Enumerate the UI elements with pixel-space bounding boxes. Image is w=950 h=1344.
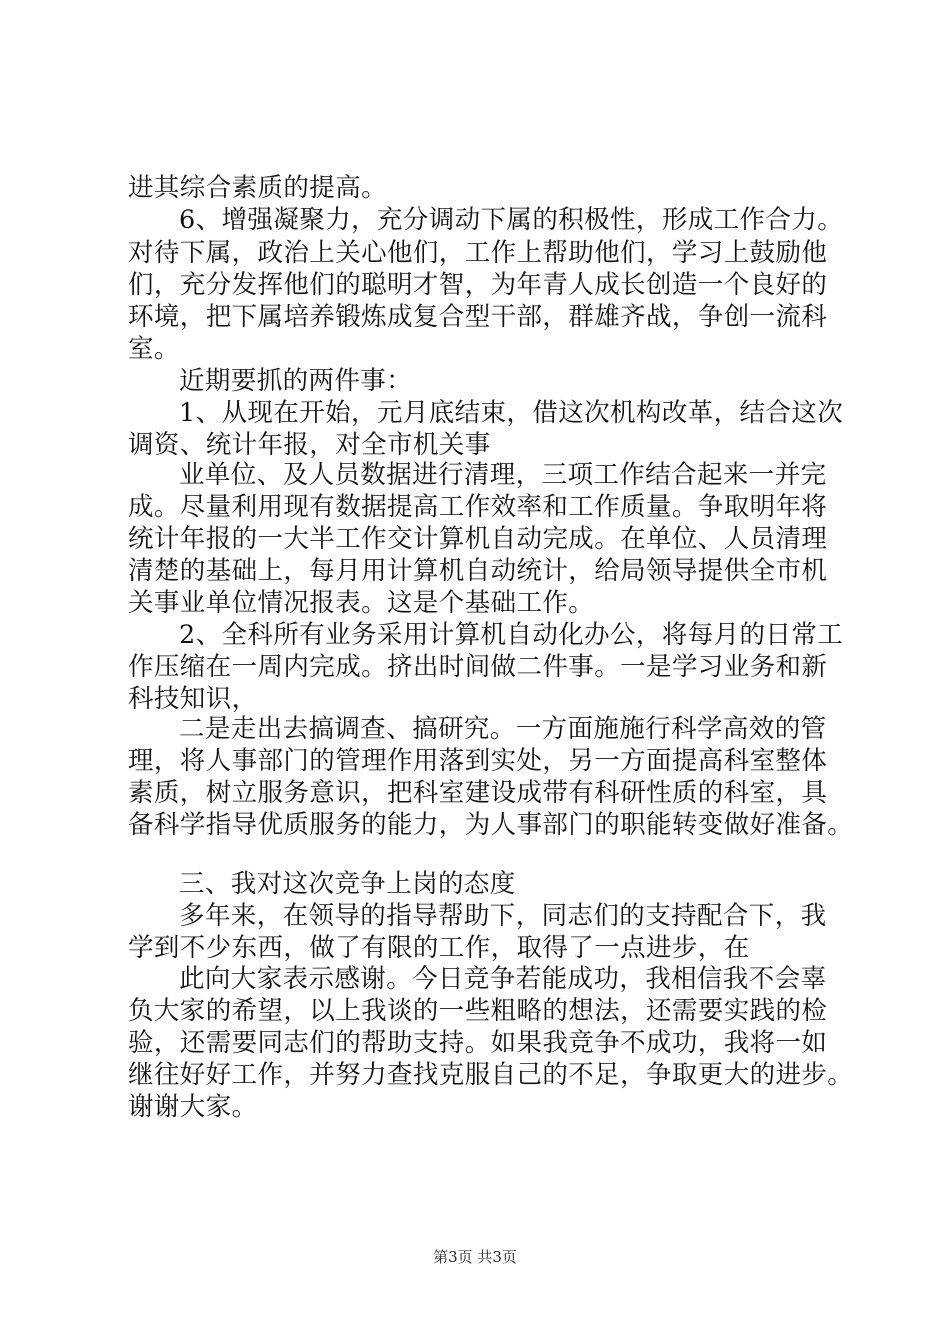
text-line: 业单位、及人员数据进行清理，三项工作结合起来一并完 xyxy=(179,460,827,490)
text-line: 成。尽量利用现有数据提高工作效率和工作质量。争取明年将 xyxy=(128,492,828,522)
text-line: 负大家的希望，以上我谈的一些粗略的想法，还需要实践的检 xyxy=(128,996,828,1026)
text-line: 备科学指导优质服务的能力，为人事部门的职能转变做好准备。 xyxy=(128,810,854,840)
text-line: 学到不少东西，做了有限的工作，取得了一点进步，在 xyxy=(128,933,750,963)
section-heading: 三、我对这次竞争上岗的态度 xyxy=(179,869,516,899)
text-line: 验，还需要同志们的帮助支持。如果我竞争不成功，我将一如 xyxy=(128,1028,828,1058)
text-line: 环境，把下属培养锻炼成复合型干部，群雄齐战，争创一流科 xyxy=(128,302,828,332)
text-line: 2、全科所有业务采用计算机自动化办公，将每月的日常工 xyxy=(179,620,844,650)
text-line: 此向大家表示感谢。今日竞争若能成功，我相信我不会辜 xyxy=(179,964,827,994)
text-line: 关事业单位情况报表。这是个基础工作。 xyxy=(128,588,595,618)
text-line: 理，将人事部门的管理作用落到实处，另一方面提高科室整体 xyxy=(128,746,828,776)
text-line: 6、增强凝聚力，充分调动下属的积极性，形成工作合力。 xyxy=(179,205,844,235)
text-line: 1、从现在开始，元月底结束，借这次机构改革，结合这次 xyxy=(179,398,844,428)
text-line: 们，充分发挥他们的聪明才智，为年青人成长创造一个良好的 xyxy=(128,270,828,300)
text-line: 统计年报的一大半工作交计算机自动完成。在单位、人员清理 xyxy=(128,524,828,554)
text-line: 室。 xyxy=(128,334,180,364)
text-line: 继往好好工作，并努力查找克服自己的不足，争取更大的进步。 xyxy=(128,1060,854,1090)
text-line: 对待下属，政治上关心他们，工作上帮助他们，学习上鼓励他 xyxy=(128,238,828,268)
text-line: 作压缩在一周内完成。挤出时间做二件事。一是学习业务和新 xyxy=(128,652,828,682)
text-line: 科技知识， xyxy=(128,684,258,714)
text-line: 素质，树立服务意识，把科室建设成带有科研性质的科室，具 xyxy=(128,778,828,808)
text-line: 二是走出去搞调查、搞研究。一方面施施行科学高效的管 xyxy=(179,714,827,744)
text-line: 近期要抓的两件事： xyxy=(179,366,413,396)
text-line: 清楚的基础上，每月用计算机自动统计，给局领导提供全市机 xyxy=(128,556,828,586)
text-line: 谢谢大家。 xyxy=(128,1092,258,1122)
text-line: 多年来，在领导的指导帮助下，同志们的支持配合下，我 xyxy=(179,901,827,931)
text-line: 进其综合素质的提高。 xyxy=(128,173,388,203)
text-line: 调资、统计年报，对全市机关事 xyxy=(128,430,491,460)
page-number-footer: 第3页 共3页 xyxy=(433,1248,517,1266)
